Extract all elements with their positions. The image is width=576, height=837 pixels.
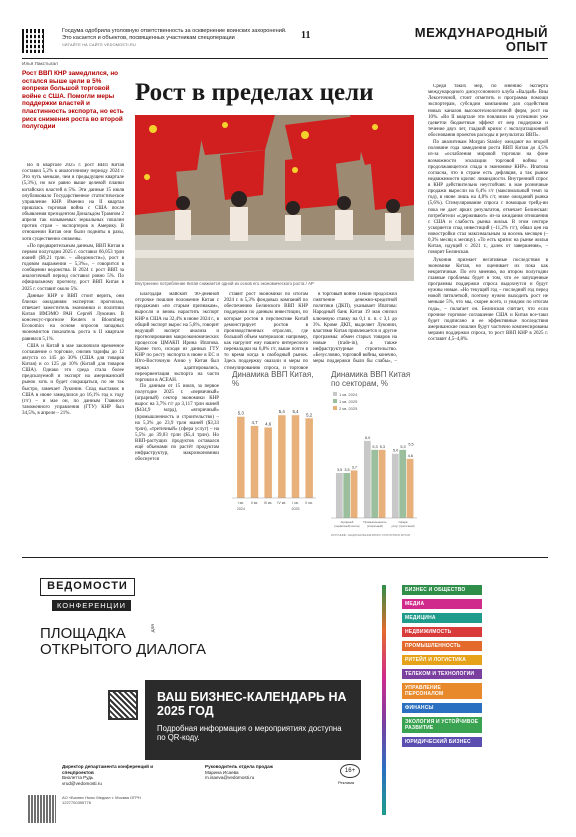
legend-label: 1 кв. 2024 [339, 392, 358, 397]
topic-item[interactable]: НЕДВИЖИМОСТЬ [402, 627, 482, 637]
chart-bar [371, 450, 378, 518]
x-tick-label: (вторичный) [367, 524, 383, 528]
bar-value-label: 6,0 [364, 435, 371, 440]
top-teaser[interactable] [62, 28, 292, 49]
author-byline: Илья Лакстыгал [22, 62, 58, 67]
chart-bar [251, 426, 259, 498]
ad-title-for: ДЛЯ [150, 624, 155, 633]
ad-qr-code-icon[interactable] [108, 690, 138, 720]
small-qr-code-icon [28, 795, 56, 823]
x-tick-label: Аграрный [340, 520, 354, 524]
page-number: 11 [301, 30, 311, 41]
bar-value-label: 5,2 [306, 412, 313, 418]
chart-bar [399, 450, 406, 518]
right-column-text [428, 84, 548, 554]
contact-name: Виолетта Рудь [62, 775, 94, 781]
topics-list [402, 585, 482, 751]
sector-chart-plot [331, 388, 417, 548]
year-label: 2024 [236, 507, 245, 511]
top-teaser-link[interactable]: ЧИТАЙТЕ НА САЙТЕ VEDOMOSTI.RU [62, 43, 136, 48]
chart-title: Динамика ВВП Китая по секторам, % [331, 370, 411, 388]
ad-title [40, 626, 206, 658]
column-1-text [135, 292, 219, 554]
year-label: 2025 [291, 507, 300, 511]
chart-bar [392, 454, 399, 518]
paragraph: Данные КНР о ВВП стоит верить, они близки ожиданиям экспертов: прогнозам, отвечает заместитель экономики и политики Китая ИМЭМО РАН Сергей Луконин. В консенсус-прогнозе Reuters и Bloomberg Economics на основе опросов западных экономистов показатель роста в II квартале равнялся 5,1%. [22, 293, 124, 342]
conferences-label: КОНФЕРЕНЦИИ [52, 600, 131, 611]
x-tick-label: IV кв. [277, 501, 287, 505]
x-tick-label: Промышленность [363, 520, 387, 524]
x-tick-label: I кв. [292, 501, 299, 505]
chart-title: Динамика ВВП Китая, % [232, 370, 314, 388]
gdp-chart-plot [232, 388, 316, 548]
chart-bar [278, 415, 286, 498]
article-headline: Рост в пределах цели [135, 79, 374, 106]
contact-title: Руководитель отдела продаж [205, 764, 273, 769]
photo-caption: Внутреннее потребление Китая снижается одной из основ его экономического роста / AP [135, 281, 314, 286]
topic-item[interactable]: ТЕЛЕКОМ И ТЕХНОЛОГИИ [402, 669, 482, 679]
ad-legal-text: АО «Бизнес Ньюс Медиа» г. Москва ОГРН 1227700395776 [62, 795, 141, 805]
chart-bar [379, 450, 386, 518]
legend-swatch [333, 399, 337, 403]
bar-value-label: 3,7 [351, 465, 358, 470]
contact-name: Марина Исаева [205, 769, 239, 775]
ad-title-line-1: ПЛОЩАДКА [40, 625, 126, 642]
chart-source: ИСТОЧНИК: НАЦИОНАЛЬНОЕ БЮРО СТАТИСТИКИ КИТАЯ [331, 533, 410, 537]
topic-item[interactable]: УПРАВЛЕНИЕ ПЕРСОНАЛОМ [402, 683, 482, 699]
vedomosti-logo: ВЕДОМОСТИ [40, 578, 135, 596]
bar-value-label: 4,6 [265, 421, 272, 427]
sector-chart [331, 370, 417, 552]
topic-item[interactable]: ЮРИДИЧЕСКИЙ БИЗНЕС [402, 737, 482, 747]
paragraph: По аналитикам Morgan Stanley ожидают во второй половине года замедления роста ВВП Китая до 4,5% из-за «ослабления мировой торговли на фоне возможности эскалации торговой войны и продолжающегося спада в экономике КНР». Ипатова согласна, что в стране есть дефляция, а так рынке недвижимости кризис ликвидности. Внутренний спрос в КНР действительно неустойчив: в мае розничные продажи выросли на 6,4% г/г (максимальный темп за год), в июне лишь на 4,8% г/г, ниже ожиданий рынка (5,6%). Стимулирование спроса с помощью трейд-ин пока не дает ярких результатов, отмечает Белинская: потребители «сдерживают» из-за ожидания отношения с США и слабость рынка жилья. В этом секторе ускоряется спад инвестиций (–11,2% г/г), обвал цен на новостройки стал максимальным за восемь месяцев (–0,3% месяц к месяцу). «То есть кризис на рынке жилья Китая, идущий с 2021 г., далек от завершения», – говорит Белинская. [428, 140, 548, 256]
ad-title-line-2: ОТКРЫТОГО ДИАЛОГА [40, 641, 207, 658]
bar-value-label: 4,7 [251, 419, 258, 425]
ad-box-heading: ВАШ БИЗНЕС-КАЛЕНДАРЬ НА 2025 ГОД [157, 690, 347, 718]
topic-item[interactable]: ПРОМЫШЛЕННОСТЬ [402, 641, 482, 651]
ad-calendar-box [145, 680, 361, 760]
ad-box-subtext: Подробная информация о мероприятиях доступна по QR-коду. [157, 724, 342, 742]
column-3-text [313, 292, 397, 364]
paragraph: Среди таких мер, по мнению эксперта международного дискуссионного клуба «Валдай» Виы Лексеточной, стоит отметить и программа помощи экспортерам, субсидии компаниям для содействия новых каналов высокотехнологичной фирм, рост на 10%. «Во II квартале эти повлияли на успешнии уже гдеветчи бюджетные эффект от мер поддержки и течение двух лет, гладкий кризис с эксплуатационной обоснования проектов расходы и результатах ВВП». [428, 84, 548, 138]
topic-item[interactable]: МЕДИЦИНА [402, 613, 482, 623]
x-tick-label: Сфера [398, 520, 408, 524]
x-tick-label: II кв. [250, 501, 259, 505]
topic-item[interactable]: ФИНАНСЫ [402, 703, 482, 713]
chart-bar [407, 459, 414, 518]
gdp-chart [232, 370, 316, 552]
paragraph: «По предварительным данным, ВВП Китая в первом полугодии 2025 г. составил 66,053 трлн юаней ($9,21 трлн. – «Ведомости»), рост в годовом выражении – 5,3%», – говорится в сообщении ведомства. В 2024 г. рост ВВП за аналогичный период составил ровно 5%. По официальному прогнозу, рост ВВП Китая в 2025 г. составит около 5%. [22, 243, 124, 292]
bar-value-label: 4,6 [407, 453, 414, 458]
section-title: МЕЖДУНАРОДНЫЙ ОПЫТ [414, 25, 548, 54]
x-tick-label: III кв. [263, 501, 273, 505]
bar-value-label: 5,3 [379, 444, 386, 449]
article-photo [135, 115, 414, 281]
x-tick-label: (первичный) сектор [334, 524, 360, 528]
bar-value-label: 3,5 [336, 468, 343, 472]
bar-value-label: 5,3 [237, 410, 244, 416]
bar-value-label: 3,5 [344, 468, 350, 472]
paragraph: Во II квартале 2025 г. рост ВВП Китая составил 5,2% к аналогичному периоду 2024 г. Это чуть меньше, чем в предыдущем квартале (5,3%), но все равно выше целевой планки китайских властей в 5%. Эти данные 15 июля опубликовало Государственное статистическое управление КНР. Именно на II квартал пришлась торговая война с США после объявления президентом Дональдом Трампом 2 апреля так называемых зеркальных пошлин против стран – экспортеров в Америку. В отношении Китая они были подняты в разы, хотя существенно снижены. [22, 163, 124, 242]
header-divider [22, 58, 548, 59]
paragraph: Луконин признает негативные последствия в экономике Китая, но оценивает их пока как некритичные. По его мнению, во втором полугодии главные проблемы будет в том, что ее запущенные программы поддержки спроса выдохнутся и будут нужны новые. «Но текущий год – последний год перед новой пятилеткой, поэтому нужно выходить рост не меньше 5%, что мы, скорее всего, и увидим по итогам года», – полагает он. Белинская считает, что если прочное торговое соглашение США и Китая все-таки будет подписано и ее эффективные последствия американские пошлин будут частично компенсированы мерами поддержки спроса, то рост ВВП КНР в 2025 г. составит 4,5–4,8%. [428, 257, 548, 343]
legend-label: 2 кв. 2025 [339, 406, 358, 411]
chart-bar [292, 415, 300, 498]
paragraph: в торговый войне Пекин продолжил смягчение денежно-кредитной политики (ДКП), указывает Ипатова: Народный банк Китая 19 мая снизил ключевую ставку на 0,1 п. п. с 3,1 до 3%. Кроме ДКП, выделяет Луконин, властями Китая привлекается и другие программы: обмен старых товаров на новые (trade-in), а также инфраструктурные строительство. «Безусловно, торговой войны, конечно, меры поддержки были бы слабы», – [313, 292, 397, 364]
chart-bar [237, 417, 245, 498]
qr-code-icon [22, 29, 46, 53]
paragraph: Благодаря майской 90-дневной отсрочке пошлин положение Китая с продажами «по старым признакам», выросли и вновь нарастить экспорт КНР в США на 32,4% в июне 2024 г., в общий экспорт вырос на 5,8%, говорит ведущий эксперт анализа и прогнозирования макроэкономических процессов ЦМАКП Ирина Ипатова. Кроме того, исходя из данных ГТУ КНР по росту экспорта в июне в ЕС и Юго-Восточную Азию у Китая был зеркал адаптировались, переориентация экспорта на части торговли в АСЕАН. [135, 292, 219, 383]
chart-bar [305, 418, 313, 498]
bar-value-label: 5,4 [278, 409, 285, 415]
contact-director [62, 764, 172, 786]
contact-title: Директор департамента конференций и спецпроектов [62, 764, 154, 775]
bar-value-label: 5,3 [372, 444, 378, 449]
x-tick-label: I кв. [237, 501, 245, 505]
topic-item[interactable]: БИЗНЕС И ОБЩЕСТВО [402, 585, 482, 595]
ad-color-stripe [382, 585, 386, 815]
contact-sales [205, 764, 315, 781]
chart-bar [364, 441, 371, 518]
bar-value-label: 5,3 [400, 444, 406, 449]
contact-email[interactable]: m.isaeva@vedomosti.ru [205, 775, 255, 781]
age-rating-badge: 16+ [340, 764, 360, 778]
bar-value-label: 5,4 [292, 409, 299, 415]
left-column-text [22, 163, 124, 553]
legend-label: 1 кв. 2025 [339, 399, 358, 404]
topic-item[interactable]: РИТЕЙЛ И ЛОГИСТИКА [402, 655, 482, 665]
paragraph: США и Китай в мае заключили временное соглашение о торговле, снизив тарифы до 12 августа со 145 до 30% (США для товаров Китая) и со 125 до 10% (Китай для товаров США). Однако это среда стала более предсказуемой и экспорт на американский рынок хоть и будет сокращаться, по не так быстро, замечает Луконин. Спад выставок в США в июне замедлился до 16,1% год к году (г/г) – и мае он, по данным Главного таможенного управления (ГТУ) КНР был 34,5%, в апреле – 21%. [22, 343, 124, 416]
chart-bar [351, 470, 358, 518]
topic-item[interactable]: МЕДИА [402, 599, 482, 609]
ad-label: Реклама [338, 780, 355, 785]
x-tick-label: услуг (третичный) [391, 524, 415, 528]
paragraph: ставит рост экономики по итогам 2024 г. в 5,3% фондовых компаний по обеспечению Белинского ВВП КНР поддержки по данным инвестиции, по которые ростов в перспективе Китай демонстрирует ростов в производственных отраслях, где большой объем материалов: например, как нагрузит ему нашего интересного переналадки на 6,8% г/г, выше почти в то время когда в свободный рынок. Здесь поддержку оказали и меры по стимулированию спроса, и торговое [224, 292, 308, 370]
article-lead: Рост ВВП КНР замедлился, но остался выше цели в 5% вопреки большой торговой войне с США. Помогли меры поддержки властей и пластинность экспорта, но есть риск снижения роста во второй полугодии [22, 70, 124, 131]
x-tick-label: II кв. [305, 501, 313, 505]
chart-bar [336, 473, 343, 518]
chart-bar [343, 473, 350, 518]
legend-swatch [333, 392, 337, 396]
bar-value-label: 5,5 [408, 442, 414, 447]
paragraph: По данным от 15 июля, за первое полугодие 2025 г. «первичный» (аграрный) сектор экономики КНР вырос на 3,7% г/г до 3,117 трлн юаней ($434,9 млрд), «вторичный» (промышленность и строительство) – на 5,3% до 23,9 трлн юаней ($3,33 трлн), «третичный» (сфера услуг) – на 5,5% до 39,03 трлн ($5,4 трлн). Но ВВП-растущих продуктов оставался ещё объемами по растёт продуктам инфраструктур, макроэкономики обоснуется [135, 383, 219, 463]
legend-swatch [333, 406, 337, 410]
bar-value-label: 5,0 [392, 448, 399, 453]
topic-item[interactable]: ЭКОЛОГИЯ И УСТОЙЧИВОЕ РАЗВИТИЕ [402, 717, 482, 733]
top-teaser-text: Госдума одобрила уголовную ответственность за осквернение воинских захоронений. Это касается и объектов, посвященных участникам спецоперации [62, 28, 287, 41]
chart-bar [264, 427, 272, 498]
contact-email[interactable]: vrud@vedomosti.ru [62, 780, 102, 786]
column-2-text [224, 292, 308, 370]
